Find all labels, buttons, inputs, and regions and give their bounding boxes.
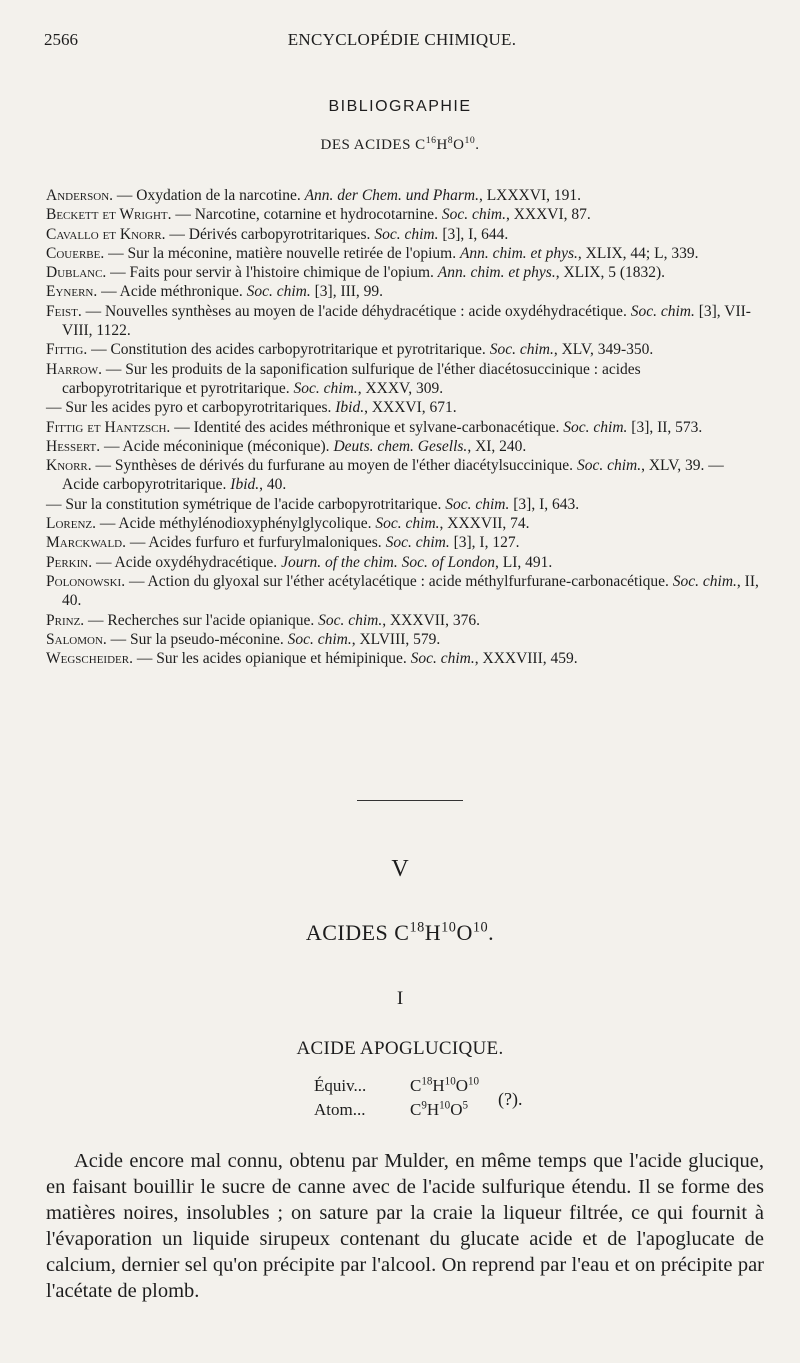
bibliography-subheading-formula: $^{16}H^8O^{10}$ <box>425 135 476 153</box>
reference-entry <box>46 263 760 282</box>
formula-superscript: 5 <box>462 1099 469 1112</box>
reference-entry <box>46 456 760 495</box>
reference-entry <box>46 495 760 514</box>
reference-text: , XXXVIII, 459. <box>474 650 578 668</box>
reference-author: Feist. <box>46 302 82 320</box>
reference-text: — Acide méthylénodioxyphénylglycolique. <box>96 515 376 533</box>
reference-journal: Soc. chim. <box>410 650 475 668</box>
reference-entry <box>46 533 760 552</box>
reference-entry <box>46 244 760 263</box>
formula-superscript: 10 <box>472 919 489 936</box>
formula-note: (?). <box>498 1089 523 1109</box>
reference-author: Lorenz. <box>46 515 97 533</box>
reference-journal: Soc. chim. <box>489 341 554 359</box>
reference-journal: Soc. chim. <box>576 457 642 475</box>
formula-superscript: 10 <box>441 919 457 936</box>
running-header <box>44 30 760 54</box>
reference-author: Harrow. <box>46 360 103 378</box>
reference-text: , XI, 240. <box>467 437 527 455</box>
chapter-title-prefix: ACIDES C <box>305 920 410 945</box>
running-title: ENCYCLOPÉDIE CHIMIQUE. <box>287 30 517 49</box>
reference-text: , XXXVII, 74. <box>439 515 530 533</box>
bibliography-heading: BIBLIOGRAPHIE <box>328 98 472 115</box>
reference-text: — Sur les produits de la saponification sulfurique de l'éther diacétosuccinique : acides carbopyrotritarique et pyrotritarique. <box>62 360 641 397</box>
reference-text: , II, 40. <box>62 572 759 610</box>
reference-text: [3], II, 573. <box>627 418 703 436</box>
formula-value: $C^{18}H^{10}O^{10}$ <box>410 1075 480 1095</box>
reference-entry <box>46 282 760 301</box>
formula-row-atom <box>314 1098 479 1122</box>
reference-author: Knorr. <box>46 457 92 475</box>
reference-author: Cavallo et Knorr. <box>46 225 166 243</box>
reference-text: [3], III, 99. <box>310 283 384 301</box>
reference-author: Hessert. <box>46 437 101 455</box>
formula-label: Équiv... <box>314 1076 367 1095</box>
reference-journal: Ibid. <box>335 399 365 417</box>
reference-text: — Synthèses de dérivés du furfurane au moyen de l'éther diacétylsuccinique. <box>91 457 577 475</box>
section-divider <box>357 800 463 801</box>
reference-text: , XXXVI, 87. <box>505 206 591 224</box>
reference-text: [3], I, 643. <box>509 495 580 513</box>
reference-text: , XLV, 349-350. <box>553 341 654 359</box>
reference-text: — Acide oxydéhydracétique. <box>92 553 282 571</box>
reference-author: Couerbe. <box>46 244 105 262</box>
reference-journal: Soc. chim. <box>630 302 695 320</box>
reference-journal: Ann. der Chem. und Pharm. <box>304 187 479 204</box>
reference-author: Polonowski. <box>46 572 126 590</box>
reference-entry <box>46 398 760 417</box>
reference-author: Dublanc. <box>46 264 107 282</box>
reference-journal: Soc. chim. <box>672 572 737 590</box>
reference-journal: Soc. chim. <box>385 534 450 552</box>
reference-text: , 40. <box>259 476 287 494</box>
reference-journal: Soc. chim. <box>374 225 439 243</box>
reference-text: , LXXXVI, 191. <box>478 187 581 204</box>
reference-entry <box>46 437 760 456</box>
reference-author: Anderson. <box>46 187 114 204</box>
chapter-title-formula: $^{18}H^{10}O^{10}$ <box>409 919 489 945</box>
reference-list <box>46 186 760 668</box>
reference-journal: Soc. chim. <box>563 418 628 436</box>
reference-journal: Ann. chim. et phys. <box>437 264 556 282</box>
page-number: 2566 <box>44 30 78 49</box>
reference-text: — Sur la constitution symétrique de l'acide carbopyrotritarique. <box>46 495 446 513</box>
formula-table <box>314 1074 523 1122</box>
reference-entry <box>46 649 760 668</box>
reference-text: — Acide méthronique. <box>97 283 247 301</box>
reference-text: , XLV, 39. — Acide carbopyrotritarique. <box>62 457 724 494</box>
reference-entry <box>46 630 760 649</box>
reference-text: , XXXV, 309. <box>357 379 444 397</box>
reference-journal: Journ. of the chim. Soc. of London <box>281 553 496 571</box>
chapter-title-suffix: . <box>488 920 495 945</box>
reference-author: Beckett et Wright. <box>46 206 172 224</box>
reference-text: , XLVIII, 579. <box>351 630 441 648</box>
reference-journal: Soc. chim. <box>441 206 506 224</box>
chapter-title <box>0 920 800 946</box>
reference-entry <box>46 360 760 399</box>
section-title: ACIDE APOGLUCIQUE. <box>296 1038 504 1059</box>
reference-text: , XXXVII, 376. <box>382 611 480 629</box>
bibliography-subheading-prefix: DES ACIDES C <box>320 137 426 153</box>
reference-journal: Soc. chim. <box>287 630 352 648</box>
reference-text: — Faits pour servir à l'histoire chimique de l'opium. <box>106 264 438 282</box>
reference-text: [3], I, 644. <box>438 225 509 243</box>
reference-text: — Dérivés carbopyrotritariques. <box>165 225 375 243</box>
reference-entry <box>46 205 760 224</box>
reference-text: — Identité des acides méthronique et sylvane-carbonacétique. <box>170 418 564 436</box>
reference-entry <box>46 302 760 341</box>
reference-entry <box>46 553 760 572</box>
reference-text: — Acide méconinique (méconique). <box>100 437 334 455</box>
formula-superscript: 8 <box>447 135 454 147</box>
reference-text: — Oxydation de la narcotine. <box>113 187 305 204</box>
reference-entry <box>46 514 760 533</box>
chapter-number: V <box>391 856 409 882</box>
reference-author: Eynern. <box>46 283 98 301</box>
reference-text: — Nouvelles synthèses au moyen de l'acide déhydracétique : acide oxydéhydracétique. <box>81 302 631 320</box>
reference-text: — Constitution des acides carbopyrotritarique et pyrotritarique. <box>87 341 490 359</box>
reference-entry <box>46 572 760 611</box>
formula-superscript: 10 <box>464 135 476 147</box>
body-text <box>46 1148 764 1304</box>
reference-text: — Sur la méconine, matière nouvelle retirée de l'opium. <box>104 244 460 262</box>
reference-text: — Recherches sur l'acide opianique. <box>84 611 319 629</box>
reference-text: — Acides furfuro et furfurylmaloniques. <box>126 534 386 552</box>
reference-entry <box>46 340 760 359</box>
reference-author: Salomon. <box>46 630 107 648</box>
reference-entry <box>46 611 760 630</box>
reference-text: , XXXVI, 671. <box>364 399 457 417</box>
reference-journal: Ann. chim. et phys. <box>459 244 578 262</box>
formula-superscript: 16 <box>425 135 437 147</box>
reference-journal: Soc. chim. <box>445 495 510 513</box>
reference-author: Perkin. <box>46 553 93 571</box>
reference-journal: Soc. chim. <box>375 515 440 533</box>
reference-text: — Sur les acides pyro et carbopyrotritariques. <box>46 399 336 417</box>
formula-label: Atom... <box>314 1100 366 1119</box>
reference-journal: Soc. chim. <box>293 379 358 397</box>
reference-author: Fittig. <box>46 341 88 359</box>
reference-journal: Deuts. chem. Gesells. <box>333 437 468 455</box>
reference-journal: Ibid. <box>230 476 260 494</box>
bibliography-subheading-suffix: . <box>475 137 480 153</box>
reference-entry <box>46 225 760 244</box>
reference-text: [3], VII-VIII, 1122. <box>62 302 751 340</box>
formula-superscript: 10 <box>468 1075 480 1088</box>
reference-text: , LI, 491. <box>495 553 553 571</box>
formula-value: $C^9H^{10}O^5$ <box>410 1099 469 1119</box>
reference-author: Marckwald. <box>46 534 126 552</box>
reference-text: — Sur la pseudo-méconine. <box>106 630 288 648</box>
reference-author: Prinz. <box>46 611 85 629</box>
reference-entry <box>46 186 760 205</box>
formula-row-equiv <box>314 1074 479 1098</box>
formula-superscript: 10 <box>439 1099 451 1112</box>
reference-journal: Soc. chim. <box>318 611 383 629</box>
reference-text: — Narcotine, cotarnine et hydrocotarnine. <box>171 206 442 224</box>
body-paragraph: Acide encore mal connu, obtenu par Mulder, en même temps que l'acide glucique, en faisant bouillir le sucre de canne avec de l'acide sulfurique étendu. Il se forme des matières noires, insolubles ; on sature par la craie la liqueur filtrée, ce qui fournit à l'évaporation un liquide sirupeux contenant du glucate acide et de l'apoglucate de calcium, dernier sel qu'on précipite par l'alcool. On reprend par l'eau et on précipite par l'acétate de plomb. <box>46 1150 764 1302</box>
formula-superscript: 18 <box>421 1075 433 1088</box>
reference-text: , XLIX, 44; L, 339. <box>577 244 699 262</box>
formula-superscript: 18 <box>409 919 425 936</box>
reference-author: Fittig et Hantzsch. <box>46 418 171 436</box>
reference-text: — Sur les acides opianique et hémipinique. <box>132 650 411 668</box>
reference-journal: Soc. chim. <box>246 283 311 301</box>
formula-superscript: 9 <box>421 1099 427 1112</box>
bibliography-subheading <box>0 137 800 154</box>
reference-text: — Action du glyoxal sur l'éther acétylacétique : acide méthylfurfurane-carbonacétique. <box>125 572 673 590</box>
reference-entry <box>46 418 760 437</box>
section-number: I <box>396 988 404 1009</box>
reference-text: , XLIX, 5 (1832). <box>555 264 666 282</box>
reference-author: Wegscheider. <box>46 650 133 668</box>
formula-superscript: 10 <box>444 1075 456 1088</box>
reference-text: [3], I, 127. <box>449 534 520 552</box>
